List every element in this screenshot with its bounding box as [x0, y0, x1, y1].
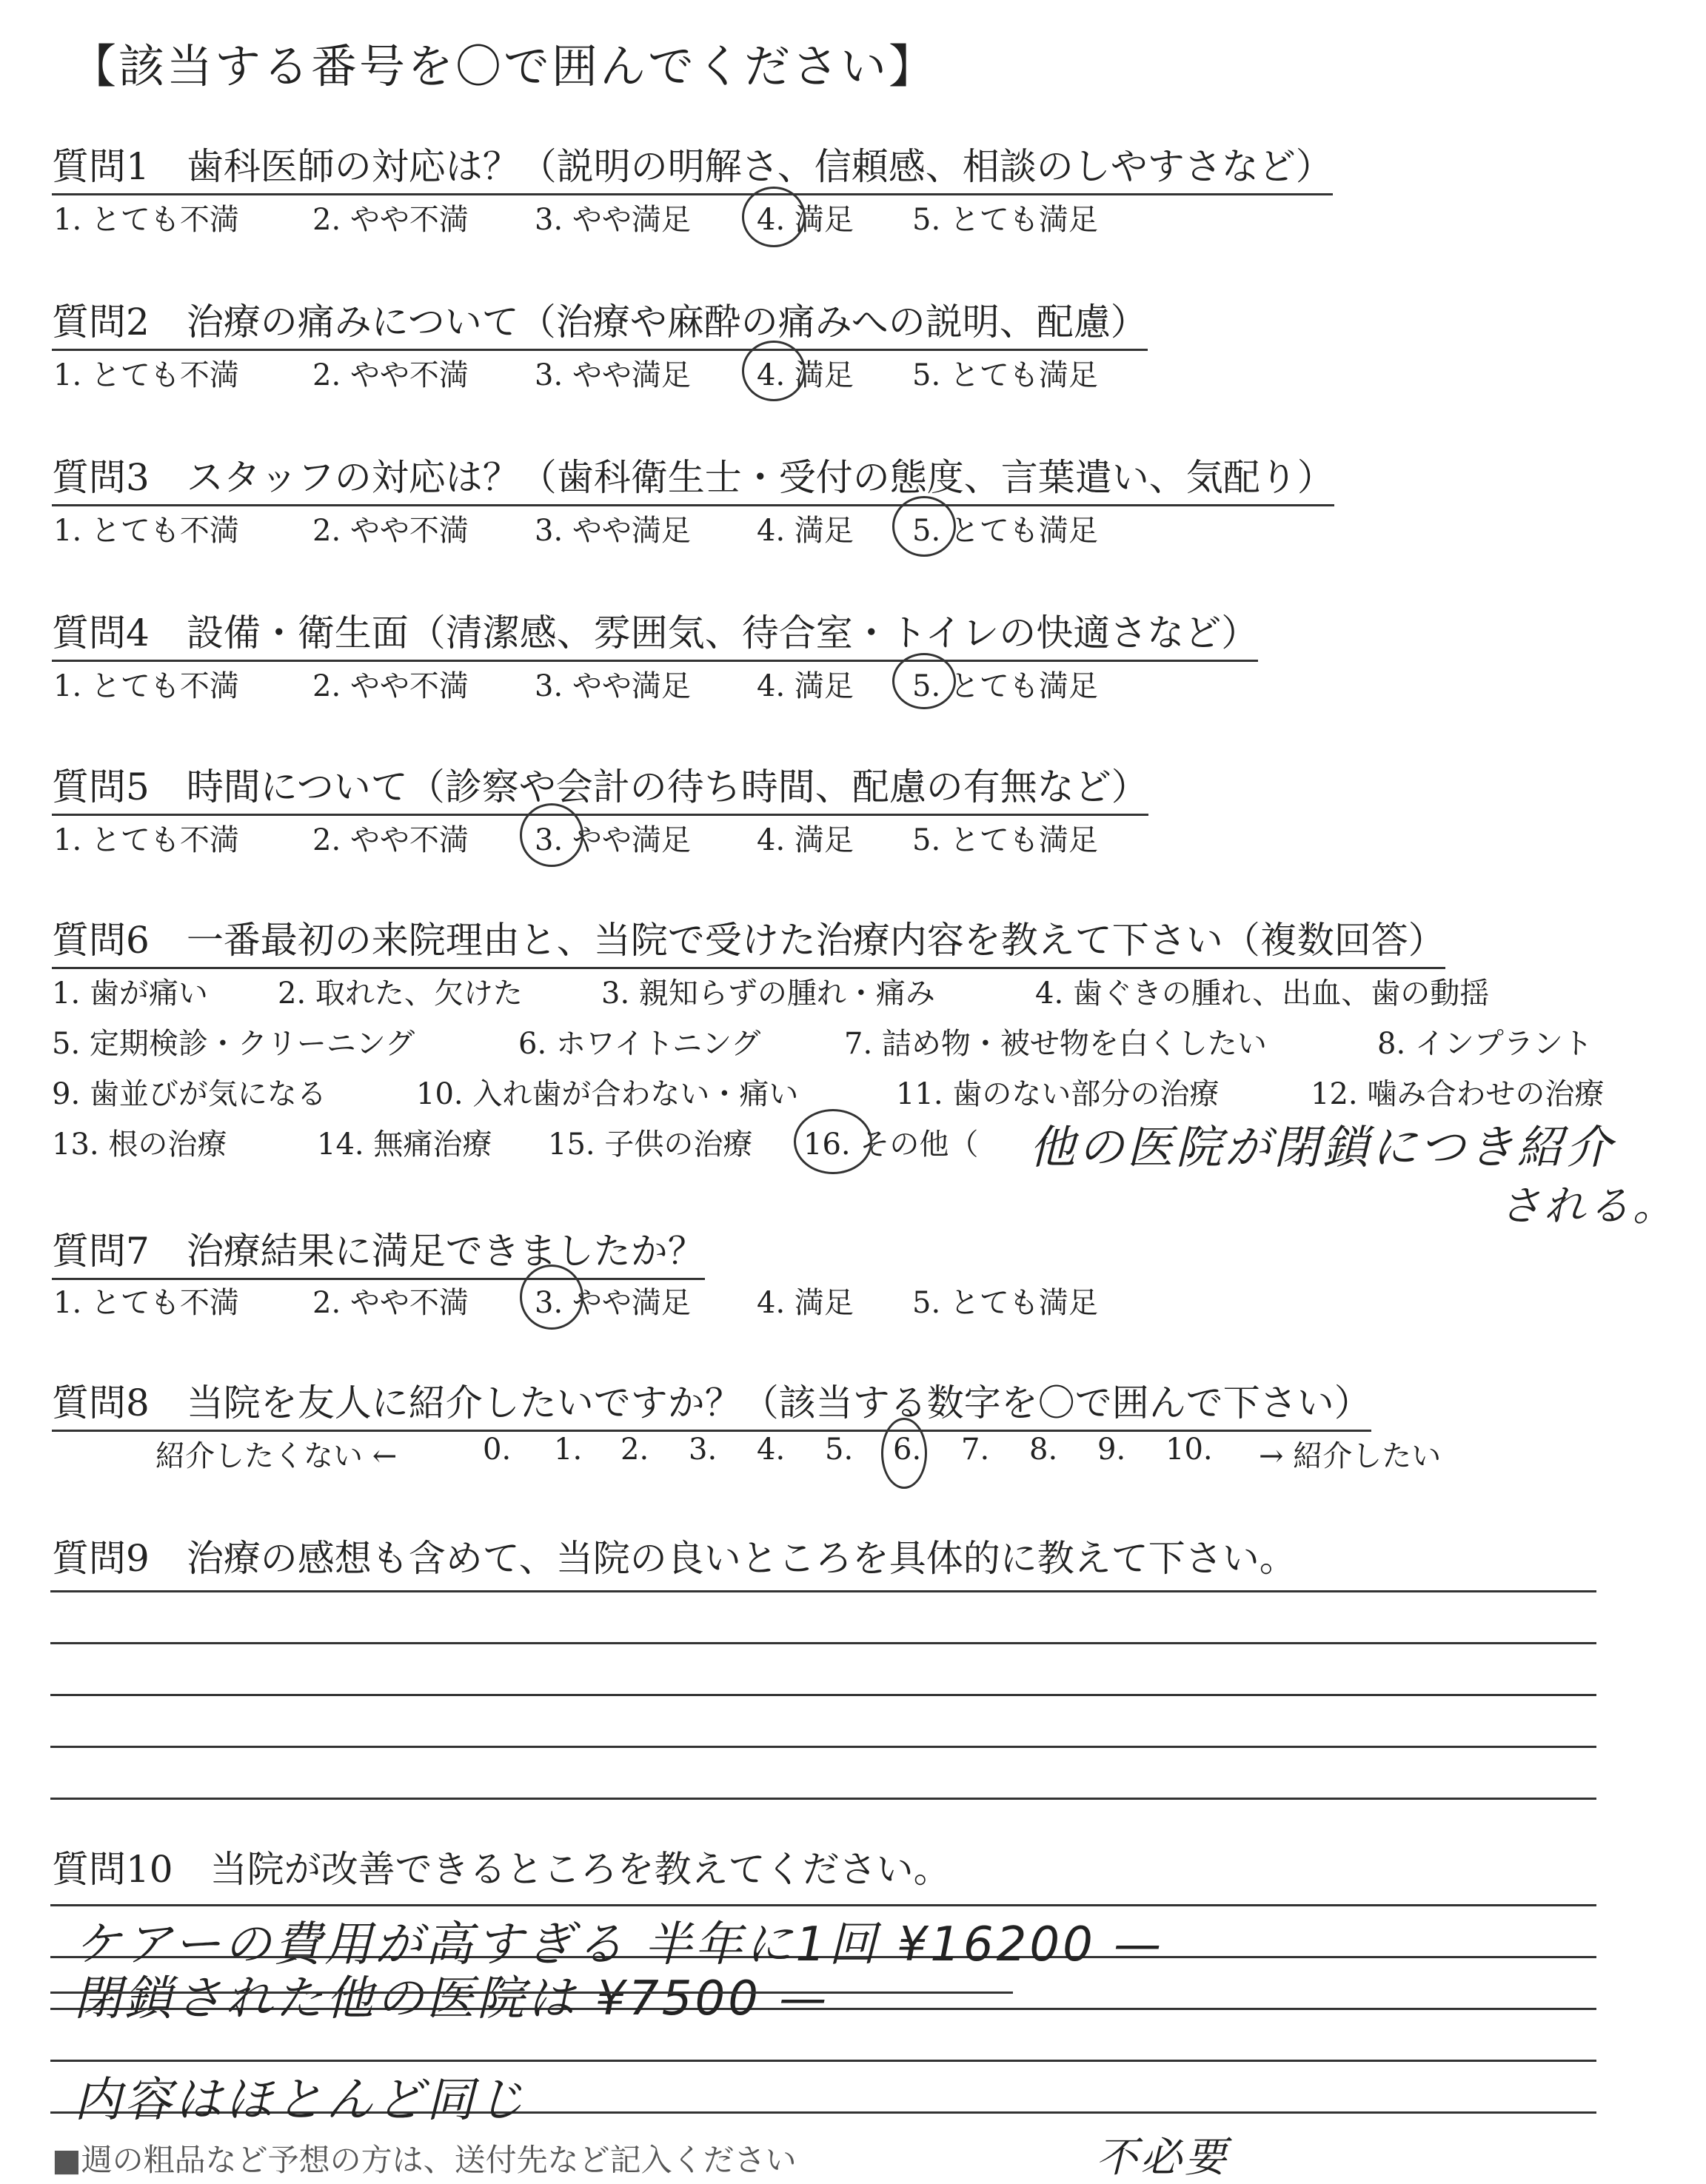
q6-option-16[interactable]: 16. その他（ [803, 1128, 979, 1162]
q6-option-14[interactable]: 14. 無痛治療 [317, 1128, 492, 1162]
q9-text: 治療の感想も含めて、当院の良いところを具体的に教えて下さい。 [186, 1537, 1297, 1580]
q6-option-8[interactable]: 8. インプラント [1377, 1027, 1593, 1061]
q2-option-2[interactable]: 2. やや不満 [312, 358, 469, 392]
q10-number: 質問10 [52, 1848, 173, 1891]
q5-option-1[interactable]: 1. とても不満 [53, 823, 239, 857]
q7-option-2[interactable]: 2. やや不満 [312, 1286, 469, 1320]
q9-answer-line-3[interactable] [50, 1694, 1596, 1696]
q5-option-3[interactable]: 3. やや満足 [535, 823, 691, 857]
q2-number: 質問2 [52, 301, 150, 344]
q4-title [52, 603, 1258, 662]
q3-option-2[interactable]: 2. やや不満 [312, 514, 469, 548]
q8-scale-10[interactable]: 10. [1165, 1433, 1213, 1467]
q10-handwritten-line-3: 内容はほとんど同じ [74, 2073, 527, 2128]
q6-option-4[interactable]: 4. 歯ぐきの腫れ、出血、歯の動揺 [1035, 977, 1490, 1011]
q6-number: 質問6 [52, 919, 150, 962]
q7-title [52, 1222, 705, 1280]
q2-text: 治療の痛みについて（治療や麻酔の痛みへの説明、配慮） [186, 301, 1148, 344]
q4-text: 設備・衛生面（清潔感、雰囲気、待合室・トイレの快適さなど） [186, 612, 1259, 654]
q2-option-5[interactable]: 5. とても満足 [912, 358, 1098, 392]
q7-option-5[interactable]: 5. とても満足 [912, 1286, 1098, 1320]
q4-option-4[interactable]: 4. 満足 [757, 669, 854, 703]
q10-title [52, 1840, 951, 1893]
q1-selected-circle [742, 187, 806, 247]
q1-option-4[interactable]: 4. 満足 [757, 203, 854, 237]
q5-text: 時間について（診察や会計の待ち時間、配慮の有無など） [186, 766, 1148, 808]
q5-option-2[interactable]: 2. やや不満 [312, 823, 469, 857]
q6-option-13[interactable]: 13. 根の治療 [52, 1128, 227, 1162]
q4-option-3[interactable]: 3. やや満足 [535, 669, 691, 703]
q6-text: 一番最初の来院理由と、当院で受けた治療内容を教えて下さい（複数回答） [186, 919, 1445, 962]
q7-option-4[interactable]: 4. 満足 [757, 1286, 854, 1320]
q9-answer-line-1[interactable] [50, 1590, 1596, 1592]
q8-scale-5[interactable]: 5. [825, 1433, 854, 1467]
q8-scale-1[interactable]: 1. [554, 1433, 583, 1467]
q6-option-9[interactable]: 9. 歯並びが気になる [52, 1077, 327, 1111]
q1-option-3[interactable]: 3. やや満足 [535, 203, 691, 237]
footer-note: ■週の粗品など予想の方は、送付先など記入ください [52, 2142, 797, 2178]
q9-title [52, 1529, 1297, 1582]
q8-scale-0[interactable]: 0. [483, 1433, 512, 1467]
q3-text: スタッフの対応は？（歯科衛生士・受付の態度、言葉遣い、気配り） [186, 456, 1334, 499]
q7-number: 質問7 [52, 1230, 150, 1273]
q7-option-3[interactable]: 3. やや満足 [535, 1286, 691, 1320]
q8-scale-4[interactable]: 4. [757, 1433, 786, 1467]
q4-option-1[interactable]: 1. とても不満 [53, 669, 239, 703]
q3-option-1[interactable]: 1. とても不満 [53, 514, 239, 548]
q1-option-5[interactable]: 5. とても満足 [912, 203, 1098, 237]
q8-scale-2[interactable]: 2. [620, 1433, 649, 1467]
q8-scale-3[interactable]: 3. [689, 1433, 717, 1467]
q8-number: 質問8 [52, 1381, 150, 1424]
q6-option-7[interactable]: 7. 詰め物・被せ物を白くしたい [844, 1027, 1267, 1061]
q9-answer-line-4[interactable] [50, 1746, 1596, 1748]
q1-option-2[interactable]: 2. やや不満 [312, 203, 469, 237]
q8-right-label: → 紹介したい [1259, 1439, 1442, 1473]
q6-selected-circle [794, 1109, 872, 1174]
q5-option-4[interactable]: 4. 満足 [757, 823, 854, 857]
q3-number: 質問3 [52, 456, 150, 499]
q4-option-2[interactable]: 2. やや不満 [312, 669, 469, 703]
q4-option-5[interactable]: 5. とても満足 [912, 669, 1098, 703]
q6-option-3[interactable]: 3. 親知らずの腫れ・痛み [601, 977, 935, 1011]
q6-option-1[interactable]: 1. 歯が痛い [52, 977, 208, 1011]
q8-scale-7[interactable]: 7. [961, 1433, 990, 1467]
q6-option-15[interactable]: 15. 子供の治療 [548, 1128, 753, 1162]
q6-option-5[interactable]: 5. 定期検診・クリーニング [52, 1027, 415, 1061]
q7-option-1[interactable]: 1. とても不満 [53, 1286, 239, 1320]
q3-title [52, 448, 1334, 506]
q6-option-10[interactable]: 10. 入れ歯が合わない・痛い [416, 1077, 799, 1111]
q10-text: 当院が改善できるところを教えてください。 [210, 1848, 951, 1891]
q9-number: 質問9 [52, 1537, 150, 1580]
q2-option-1[interactable]: 1. とても不満 [53, 358, 239, 392]
page-header: 【該当する番号を〇で囲んでください】 [70, 39, 937, 93]
q5-option-5[interactable]: 5. とても満足 [912, 823, 1098, 857]
q8-scale-8[interactable]: 8. [1029, 1433, 1058, 1467]
q2-title [52, 292, 1148, 351]
q8-left-label: 紹介したくない ← [155, 1439, 398, 1473]
q1-option-1[interactable]: 1. とても不満 [53, 203, 239, 237]
q4-selected-circle [892, 653, 956, 709]
q1-text: 歯科医師の対応は？（説明の明解さ、信頼感、相談のしやすさなど） [186, 145, 1333, 188]
q9-answer-line-2[interactable] [50, 1642, 1596, 1644]
q1-number: 質問1 [52, 145, 150, 188]
q3-option-5[interactable]: 5. とても満足 [912, 514, 1098, 548]
q6-option-11[interactable]: 11. 歯のない部分の治療 [896, 1077, 1220, 1111]
q4-number: 質問4 [52, 612, 150, 654]
q6-option-12[interactable]: 12. 噛み合わせの治療 [1311, 1077, 1605, 1111]
q8-title [52, 1373, 1371, 1432]
q9-answer-line-5[interactable] [50, 1798, 1596, 1800]
q6-handwritten-line-2: される。 [1499, 1182, 1677, 1230]
q3-option-3[interactable]: 3. やや満足 [535, 514, 691, 548]
q5-title [52, 757, 1148, 816]
q6-option-6[interactable]: 6. ホワイトニング [518, 1027, 761, 1061]
footer-handwritten: 不必要 [1096, 2134, 1229, 2182]
q2-selected-circle [742, 341, 806, 401]
q6-option-2[interactable]: 2. 取れた、欠けた [278, 977, 523, 1011]
q2-option-4[interactable]: 4. 満足 [757, 358, 854, 392]
q1-title [52, 137, 1333, 195]
q6-title [52, 911, 1445, 969]
q5-number: 質問5 [52, 766, 150, 808]
q10-strikethrough [50, 1992, 1013, 1994]
q8-scale-6[interactable]: 6. [893, 1433, 922, 1467]
q3-selected-circle [892, 496, 956, 557]
q8-selected-circle [881, 1418, 927, 1489]
q5-selected-circle [520, 803, 583, 867]
q2-option-3[interactable]: 3. やや満足 [535, 358, 691, 392]
q7-selected-circle [520, 1264, 583, 1330]
q8-scale-9[interactable]: 9. [1097, 1433, 1126, 1467]
q10-handwritten-line-2: 閉鎖された他の医院は ¥7500 — [74, 1972, 830, 2026]
q7-text: 治療結果に満足できましたか？ [186, 1230, 705, 1273]
q10-handwritten-line-1: ケアーの費用が高すぎる 半年に1回 ¥16200 — [74, 1917, 1165, 1972]
q3-option-4[interactable]: 4. 満足 [757, 514, 854, 548]
q8-text: 当院を友人に紹介したいですか？（該当する数字を〇で囲んで下さい） [186, 1381, 1371, 1424]
q6-handwritten-line-1: 他の医院が閉鎖につき紹介 [1029, 1120, 1615, 1174]
